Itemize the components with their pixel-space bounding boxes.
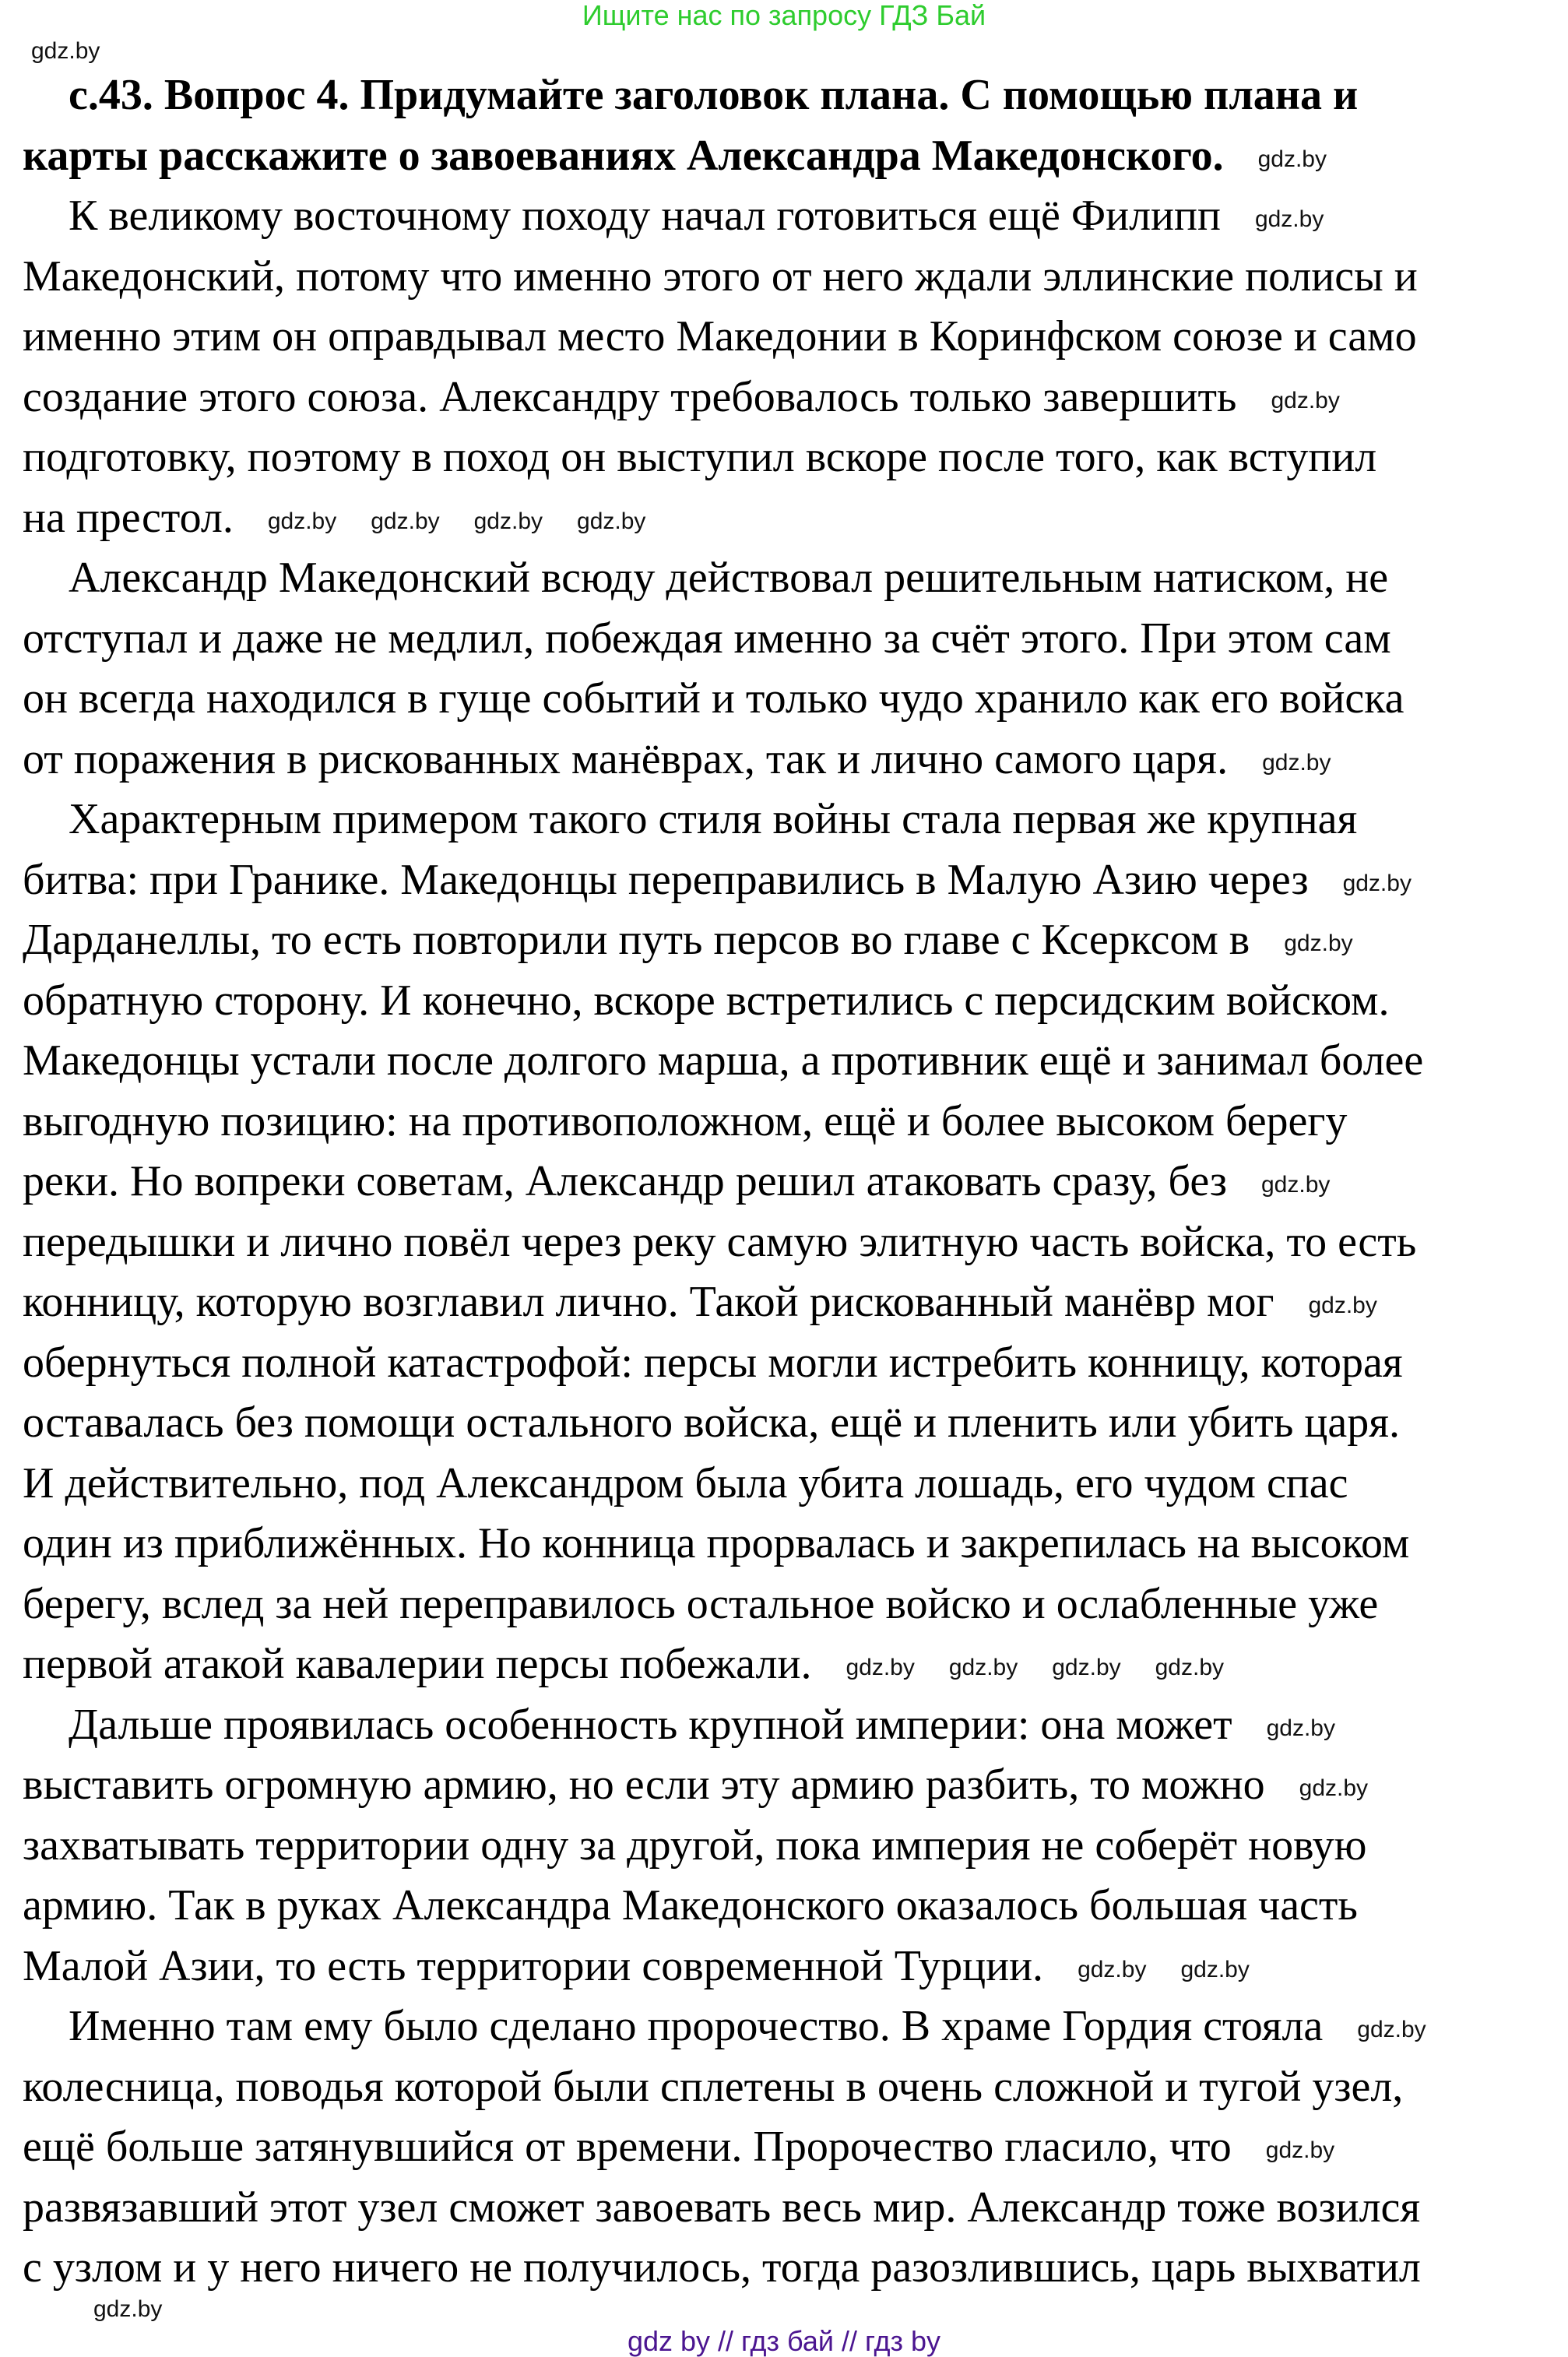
watermark-text: gdz.by — [1308, 1293, 1377, 1319]
paragraph-4-line: захватывать территории одну за другой, пока империя не соберёт новую — [23, 1821, 1367, 1870]
paragraph-3-line: Македонцы устали после долгого марша, а противник ещё и занимал более — [23, 1036, 1424, 1085]
watermark-text: gdz.by — [1078, 1956, 1147, 1982]
paragraph-3-line-row — [23, 1338, 1403, 1388]
paragraph-3-line-row — [23, 1277, 1377, 1327]
paragraph-3-line-row — [69, 794, 1357, 844]
paragraph-3-line: Дарданеллы, то есть повторили путь персов во главе с Ксерксом в — [23, 916, 1250, 964]
watermark-text: gdz.by — [1357, 2017, 1426, 2043]
paragraph-1-line: именно этим он оправдывал место Македонии в Коринфском союзе и само — [23, 312, 1417, 361]
paragraph-2-line: от поражения в рискованных манёврах, так и лично самого царя. — [23, 734, 1229, 783]
paragraph-4-line: Малой Азии, то есть территории современной Турции. — [23, 1941, 1044, 1990]
watermark-text: gdz.by — [371, 508, 440, 534]
watermark-text: gdz.by — [1271, 387, 1340, 413]
watermark-text: gdz.by — [846, 1655, 915, 1681]
watermark-text: gdz.by — [1254, 206, 1324, 233]
paragraph-3-line-row — [23, 1518, 1409, 1568]
question-title-line: карты расскажите о завоеваниях Александра Македонского. — [23, 131, 1224, 180]
paragraph-1-line: подготовку, поэтому в поход он выступил вскоре после того, как вступил — [23, 433, 1377, 481]
paragraph-2-line: он всегда находился в гуще событий и только чудо хранило как его войска — [23, 674, 1405, 723]
paragraph-3-line: оставалась без помощи остального войска, ещё и пленить или убить царя. — [23, 1398, 1400, 1447]
paragraph-1-line-row — [23, 311, 1417, 361]
paragraph-3-line-row — [23, 1096, 1347, 1146]
paragraph-4-line: армию. Так в руках Александра Македонского оказалось большая часть — [23, 1881, 1358, 1930]
watermark-text: gdz.by — [1284, 930, 1353, 957]
paragraph-5-line: с узлом и у него ничего не получилось, тогда разозлившись, царь выхватил — [23, 2243, 1421, 2292]
paragraph-3-line: берегу, вслед за ней переправилось остальное войско и ослабленные уже — [23, 1579, 1379, 1628]
paragraph-2-line-row — [69, 553, 1388, 603]
watermark-text: gdz.by — [1257, 146, 1327, 172]
paragraph-1-line-row — [23, 372, 1340, 422]
paragraph-4-line: выставить огромную армию, но если эту армию разбить, то можно — [23, 1761, 1265, 1809]
footer-links: gdz by // гдз бай // гдз by — [627, 2325, 941, 2357]
paragraph-3-line-row — [23, 1036, 1423, 1085]
paragraph-2-line: Александр Македонский всюду действовал решительным натиском, не — [69, 554, 1389, 602]
paragraph-2-line-row — [23, 734, 1331, 784]
paragraph-3-line-row — [23, 976, 1390, 1025]
watermark-text: gdz.by — [1342, 870, 1412, 896]
paragraph-1-line-row — [23, 252, 1418, 301]
paragraph-3-line-row — [23, 1639, 1224, 1689]
paragraph-5-line-row — [23, 2243, 1421, 2292]
paragraph-5-line: Именно там ему было сделано пророчество. В храме Гордия стояла — [69, 2002, 1324, 2050]
paragraph-5-line: развязавший этот узел сможет завоевать весь мир. Александр тоже возился — [23, 2183, 1421, 2232]
paragraph-3-line-row — [23, 915, 1353, 965]
watermark-text: gdz.by — [1180, 1956, 1250, 1982]
paragraph-1-line: К великому восточному походу начал готовиться ещё Филипп — [69, 192, 1221, 240]
paragraph-5-line-row — [23, 2062, 1403, 2112]
paragraph-1-line: создание этого союза. Александру требовалось только завершить — [23, 372, 1237, 421]
watermark-text: gdz.by — [948, 1655, 1018, 1681]
search-banner: Ищите нас по запросу ГДЗ Бай — [582, 0, 986, 31]
watermark-text: gdz.by — [577, 508, 646, 534]
paragraph-5-line: колесница, поводья которой были сплетены в очень сложной и тугой узел, — [23, 2062, 1404, 2111]
paragraph-4-line-row — [23, 1821, 1366, 1870]
paragraph-4-line-row — [23, 1760, 1368, 1810]
watermark-text: gdz.by — [473, 508, 543, 534]
paragraph-3-line: обратную сторону. И конечно, вскоре встретились с персидским войском. — [23, 976, 1390, 1025]
paragraph-3-line: один из приближённых. Но конница прорвалась и закрепилась на высоком — [23, 1519, 1410, 1567]
paragraph-3-line: первой атакой кавалерии персы побежали. — [23, 1640, 812, 1688]
paragraph-1-line-row — [69, 191, 1324, 241]
watermark-text: gdz.by — [1265, 2137, 1335, 2164]
watermark-text: gdz.by — [1299, 1775, 1369, 1802]
watermark-text: gdz.by — [1266, 1715, 1335, 1741]
watermark-text: gdz.by — [1262, 749, 1331, 776]
question-title-line-row — [23, 131, 1327, 181]
paragraph-3-line-row — [23, 1217, 1416, 1267]
paragraph-3-line-row — [23, 1579, 1378, 1629]
watermark-text: gdz.by — [31, 38, 100, 64]
paragraph-3-line: Характерным примером такого стиля войны стала первая же крупная — [69, 795, 1358, 843]
paragraph-3-line: выгодную позицию: на противоположном, ещё и более высоком берегу — [23, 1096, 1348, 1145]
paragraph-5-line-row — [23, 2122, 1334, 2172]
watermark-text: gdz.by — [1155, 1655, 1225, 1681]
paragraph-2-line-row — [23, 674, 1405, 723]
paragraph-5-line-row — [23, 2183, 1420, 2232]
paragraph-5-line-row — [69, 2001, 1426, 2051]
paragraph-4-line-row — [69, 1700, 1335, 1750]
paragraph-3-line-row — [23, 855, 1412, 905]
watermark-text: gdz.by — [1052, 1655, 1121, 1681]
question-title-line: с.43. Вопрос 4. Придумайте заголовок плана. С помощью плана и — [69, 71, 1359, 119]
paragraph-1-line-row — [23, 493, 645, 543]
question-title-line-row — [69, 70, 1358, 120]
paragraph-1-line: на престол. — [23, 493, 234, 542]
paragraph-1-line-row — [23, 432, 1376, 482]
paragraph-3-line-row — [23, 1458, 1348, 1508]
watermark-text: gdz.by — [93, 2296, 163, 2322]
paragraph-5-line: ещё больше затянувшийся от времени. Пророчество гласило, что — [23, 2123, 1232, 2171]
watermark-text: gdz.by — [267, 508, 337, 534]
paragraph-1-line: Македонский, потому что именно этого от него ждали эллинские полисы и — [23, 252, 1418, 301]
paragraph-3-line-row — [23, 1398, 1400, 1448]
paragraph-2-line: отступал и даже не медлил, побеждая именно за счёт этого. При этом сам — [23, 614, 1391, 663]
paragraph-3-line: И действительно, под Александром была убита лошадь, его чудом спас — [23, 1458, 1348, 1507]
paragraph-3-line-row — [23, 1156, 1330, 1206]
paragraph-3-line: битва: при Гранике. Македонцы переправились в Малую Азию через — [23, 855, 1309, 904]
watermark-text: gdz.by — [1260, 1172, 1331, 1198]
paragraph-3-line: обернуться полной катастрофой: персы могли истребить конницу, которая — [23, 1338, 1403, 1387]
paragraph-4-line-row — [23, 1880, 1358, 1930]
paragraph-2-line-row — [23, 614, 1391, 663]
paragraph-3-line: реки. Но вопреки советам, Александр решил атаковать сразу, без — [23, 1157, 1227, 1205]
paragraph-4-line-row — [23, 1941, 1250, 1991]
paragraph-4-line: Дальше проявилась особенность крупной империи: она может — [69, 1700, 1232, 1749]
paragraph-3-line: передышки и лично повёл через реку самую элитную часть войска, то есть — [23, 1217, 1417, 1266]
paragraph-3-line: конницу, которую возглавил лично. Такой рискованный манёвр мог — [23, 1278, 1274, 1326]
